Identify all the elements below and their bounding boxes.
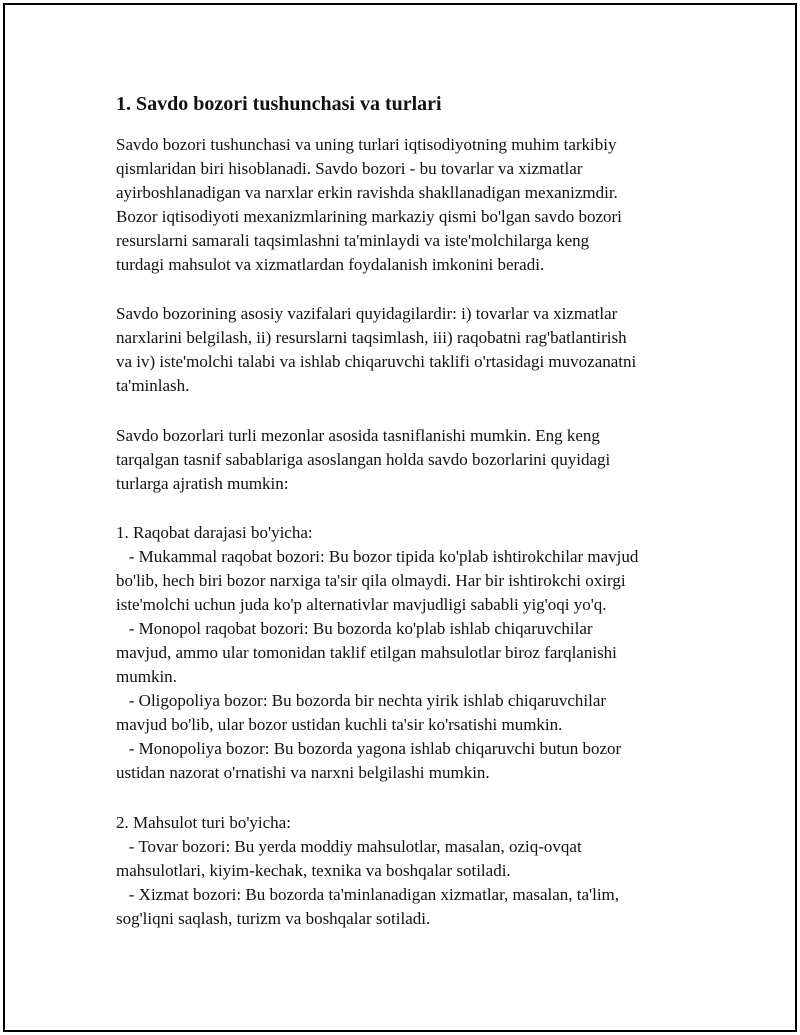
list-item-line: mahsulotlari, kiyim-kechak, texnika va boshqalar sotiladi. [116, 861, 511, 880]
paragraph-2-line: ta'minlash. [116, 376, 190, 395]
list-item-line: ustidan nazorat o'rnatishi va narxni belgilashi mumkin. [116, 763, 490, 782]
section-title: 1. Savdo bozori tushunchasi va turlari [116, 93, 442, 115]
list-item-line: mumkin. [116, 667, 177, 686]
list-item-line: - Oligopoliya bozor: Bu bozorda bir nechta yirik ishlab chiqaruvchilar [116, 691, 607, 710]
list-item-line: - Tovar bozori: Bu yerda moddiy mahsulotlar, masalan, oziq-ovqat [116, 837, 582, 856]
paragraph-1-line: Bozor iqtisodiyoti mexanizmlarining markaziy qismi bo'lgan savdo bozori [116, 207, 622, 226]
list-item-line: - Monopoliya bozor: Bu bozorda yagona ishlab chiqaruvchi butun bozor [116, 739, 622, 758]
paragraph-3-line: Savdo bozorlari turli mezonlar asosida tasniflanishi mumkin. Eng keng [116, 426, 600, 445]
list-item-line: mavjud, ammo ular tomonidan taklif etilgan mahsulotlar biroz farqlanishi [116, 643, 617, 662]
paragraph-3-line: tarqalgan tasnif sabablariga asoslangan holda savdo bozorlarini quyidagi [116, 450, 611, 469]
list-item-line: bo'lib, hech biri bozor narxiga ta'sir qila olmaydi. Har bir ishtirokchi oxirgi [116, 571, 626, 590]
list-item-line: iste'molchi uchun juda ko'p alternativlar mavjudligi sababli yig'oqi yo'q. [116, 595, 607, 614]
paragraph-1-line: Savdo bozori tushunchasi va uning turlari iqtisodiyotning muhim tarkibiy [116, 135, 617, 154]
list-item-line: - Monopol raqobat bozori: Bu bozorda ko'plab ishlab chiqaruvchilar [116, 619, 593, 638]
paragraph-1-line: resurslarni samarali taqsimlashni ta'minlaydi va iste'molchilarga keng [116, 231, 590, 250]
list-item-line: mavjud bo'lib, ular bozor ustidan kuchli ta'sir ko'rsatishi mumkin. [116, 715, 563, 734]
paragraph-2-line: Savdo bozorining asosiy vazifalari quyidagilardir: i) tovarlar va xizmatlar [116, 304, 618, 323]
list-item-line: - Xizmat bozori: Bu bozorda ta'minlanadigan xizmatlar, masalan, ta'lim, [116, 885, 620, 904]
list-item-line: - Mukammal raqobat bozori: Bu bozor tipida ko'plab ishtirokchilar mavjud [116, 547, 639, 566]
paragraph-1-line: qismlaridan biri hisoblanadi. Savdo bozori - bu tovarlar va xizmatlar [116, 159, 583, 178]
paragraph-3-line: turlarga ajratish mumkin: [116, 474, 289, 493]
paragraph-2-line: narxlarini belgilash, ii) resurslarni taqsimlash, iii) raqobatni rag'batlantirish [116, 328, 627, 347]
list-heading: 1. Raqobat darajasi bo'yicha: [116, 523, 313, 542]
list-heading: 2. Mahsulot turi bo'yicha: [116, 813, 291, 832]
paragraph-1-line: ayirboshlanadigan va narxlar erkin ravishda shakllanadigan mexanizmdir. [116, 183, 618, 202]
paragraph-1-line: turdagi mahsulot va xizmatlardan foydalanish imkonini beradi. [116, 255, 545, 274]
list-item-line: sog'liqni saqlash, turizm va boshqalar sotiladi. [116, 909, 431, 928]
paragraph-2-line: va iv) iste'molchi talabi va ishlab chiqaruvchi taklifi o'rtasidagi muvozanatni [116, 352, 637, 371]
